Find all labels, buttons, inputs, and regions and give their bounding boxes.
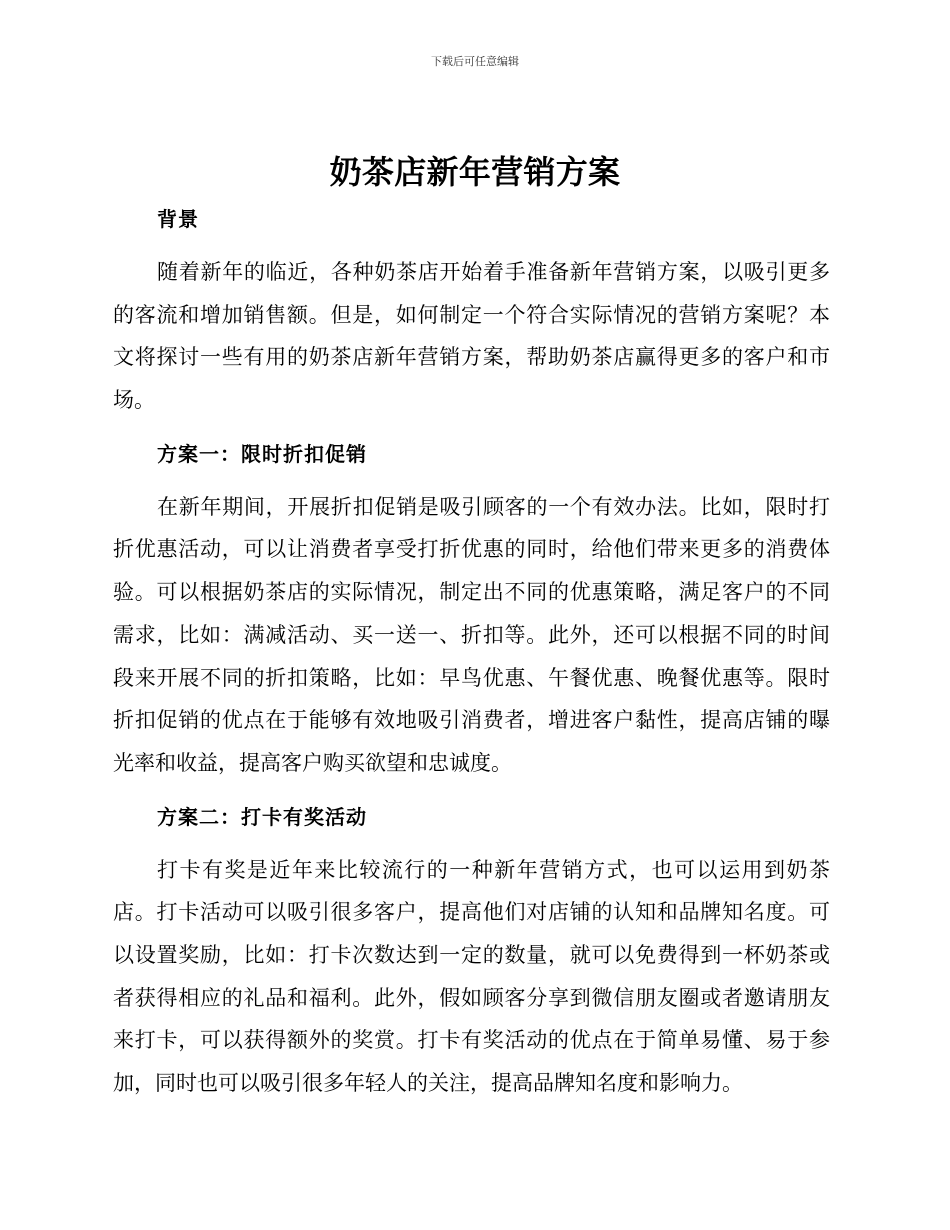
document-body [113, 198, 830, 1116]
paragraph-background [113, 251, 830, 422]
paragraph-line: 需求，比如：满减活动、买一送一、折扣等。此外，还可以根据不同的时间 [113, 622, 830, 647]
page-header-note: 下载后可任意编辑 [431, 55, 519, 68]
paragraph-line: 折优惠活动，可以让消费者享受打折优惠的同时，给他们带来更多的消费体 [113, 537, 830, 562]
section-heading-background: 背景 [157, 207, 199, 231]
paragraph-line: 验。可以根据奶茶店的实际情况，制定出不同的优惠策略，满足客户的不同 [113, 580, 830, 605]
paragraph-line: 场。 [113, 388, 155, 413]
document-title: 奶茶店新年营销方案 [329, 153, 621, 191]
paragraph-line: 文将探讨一些有用的奶茶店新年营销方案，帮助奶茶店赢得更多的客户和市 [113, 345, 830, 370]
paragraph-line: 折扣促销的优点在于能够有效地吸引消费者，增进客户黏性，提高店铺的曝 [113, 708, 830, 733]
paragraph-line: 随着新年的临近，各种奶茶店开始着手准备新年营销方案，以吸引更多 [157, 260, 830, 284]
paragraph-plan-one [113, 486, 830, 785]
section-heading-plan-two: 方案二：打卡有奖活动 [157, 804, 367, 829]
paragraph-plan-two [113, 849, 830, 1105]
paragraph-line: 店。打卡活动可以吸引很多客户，提高他们对店铺的认知和品牌知名度。可 [113, 900, 830, 925]
paragraph-line: 以设置奖励，比如：打卡次数达到一定的数量，就可以免费得到一杯奶茶或 [113, 942, 830, 967]
paragraph-line: 光率和收益，提高客户购买欲望和忠诚度。 [113, 750, 512, 775]
section-heading-plan-one: 方案一：限时折扣促销 [157, 441, 367, 466]
paragraph-line: 段来开展不同的折扣策略，比如：早鸟优惠、午餐优惠、晚餐优惠等。限时 [113, 665, 830, 690]
paragraph-line: 来打卡，可以获得额外的奖赏。打卡有奖活动的优点在于简单易懂、易于参 [113, 1028, 830, 1053]
paragraph-line: 在新年期间，开展折扣促销是吸引顾客的一个有效办法。比如，限时打 [157, 494, 830, 519]
paragraph-line: 加，同时也可以吸引很多年轻人的关注，提高品牌知名度和影响力。 [113, 1071, 743, 1095]
paragraph-line: 打卡有奖是近年来比较流行的一种新年营销方式，也可以运用到奶茶 [157, 857, 830, 882]
paragraph-line: 者获得相应的礼品和福利。此外，假如顾客分享到微信朋友圈或者邀请朋友 [113, 985, 830, 1010]
paragraph-line: 的客流和增加销售额。但是，如何制定一个符合实际情况的营销方案呢？本 [113, 302, 830, 327]
